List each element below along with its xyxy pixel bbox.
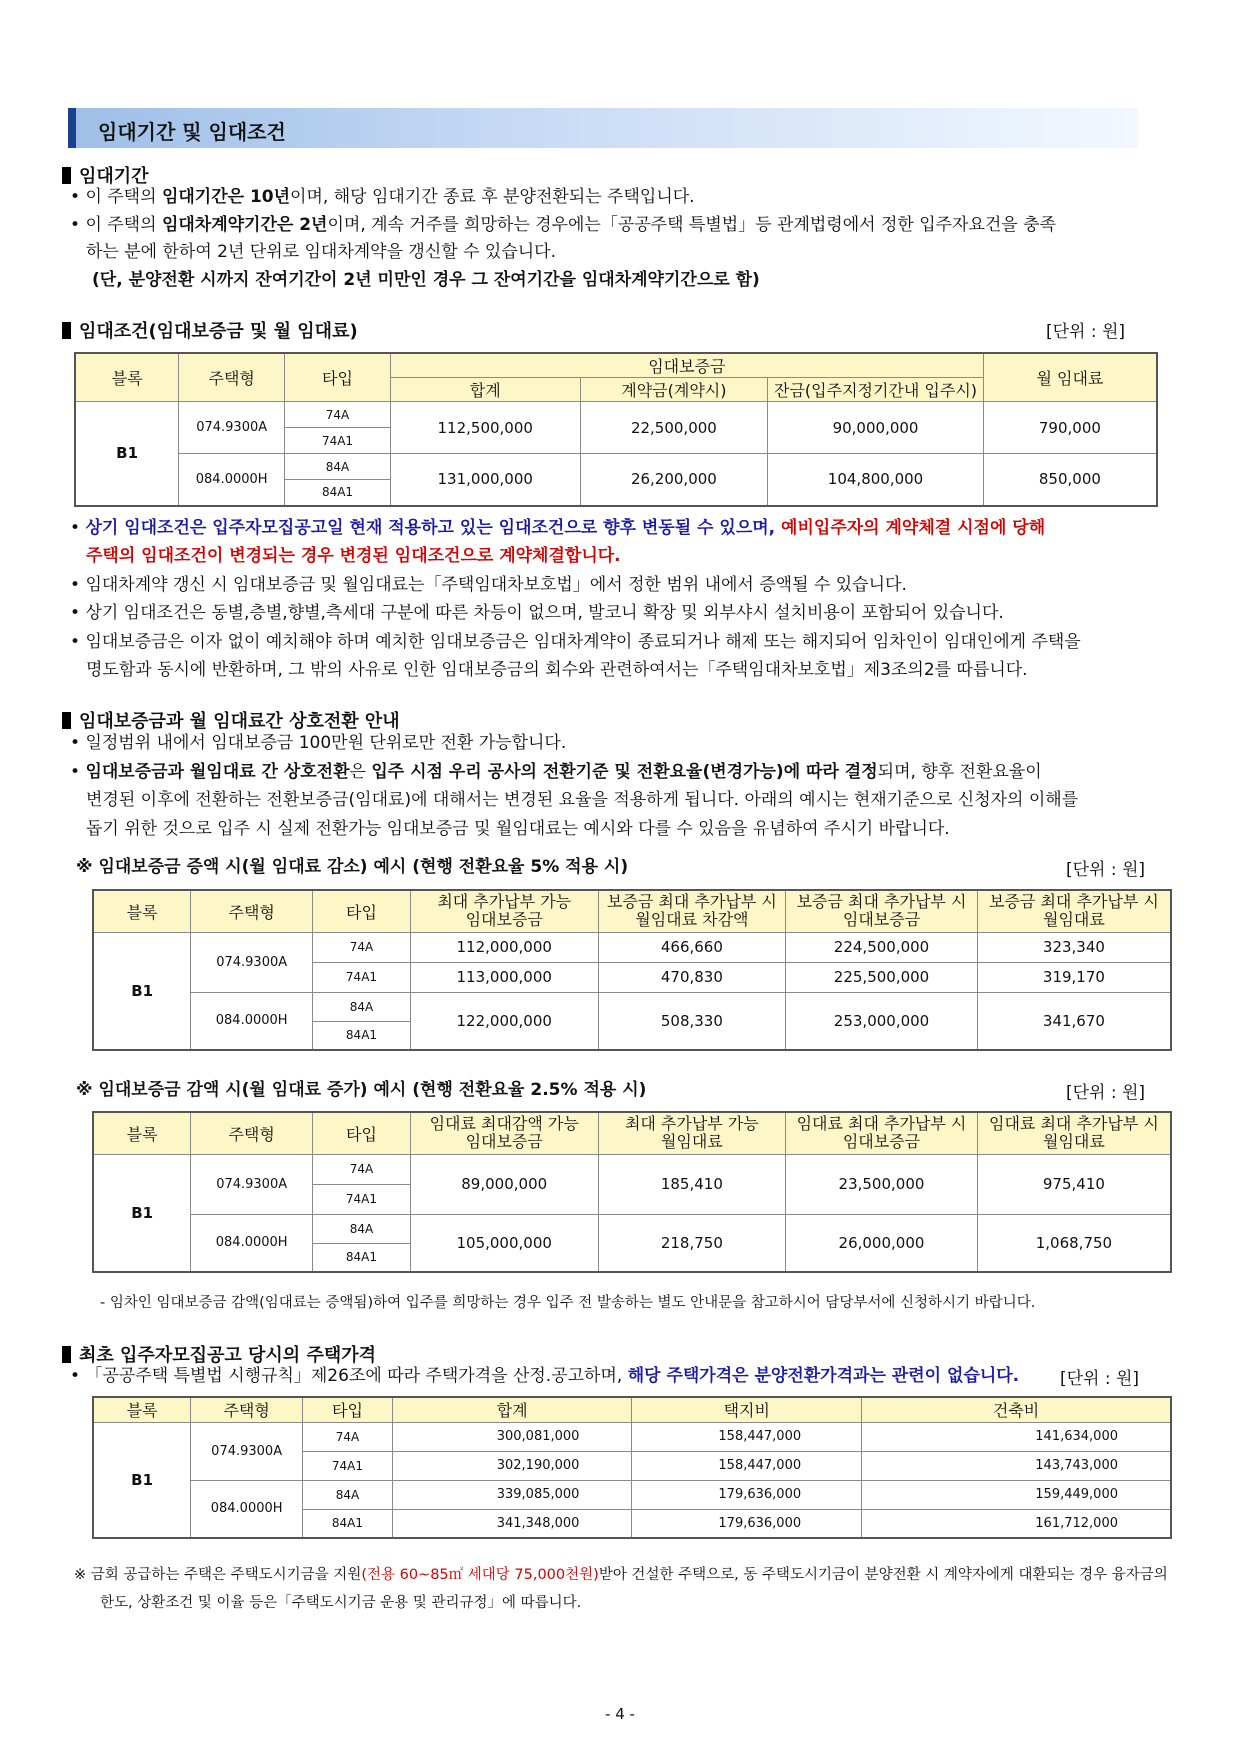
cell-type: 74A1 xyxy=(313,962,411,992)
th-monthly: 월 임대료 xyxy=(983,353,1157,402)
cell-total: 112,500,000 xyxy=(390,402,580,454)
cell-value: 185,410 xyxy=(598,1154,786,1214)
th-deposit-after: 임대료 최대 추가납부 시 임대보증금 xyxy=(786,1112,978,1154)
conditions-note-5: 명도함과 동시에 반환하며, 그 밖의 사유로 인한 임대보증금의 회수와 관련하여서는「주택임대차보호법」제3조의2를 따릅니다. xyxy=(86,660,1028,680)
cell-value: 224,500,000 xyxy=(786,932,978,962)
cell-value: 141,634,000 xyxy=(862,1422,1171,1451)
price-footnote-1: ※ 금회 공급하는 주택은 주택도시기금을 지원(전용 60~85㎡ 세대당 75,000천원)받아 건설한 주택으로, 동 주택도시기금이 분양전환 시 계약자에게 대환되는 경우 융자금의 xyxy=(74,1567,1168,1583)
cell-type: 74A1 xyxy=(313,1184,411,1214)
conditions-unit: [단위 : 원] xyxy=(1046,322,1126,342)
cell-value: 339,085,000 xyxy=(392,1480,632,1509)
period-line-4: (단, 분양전환 시까지 잔여기간이 2년 미만인 경우 그 잔여기간을 임대차계약기간으로 함) xyxy=(92,270,760,290)
cell-contract: 26,200,000 xyxy=(580,454,768,506)
cell-value: 341,348,000 xyxy=(392,1509,632,1538)
period-line-1: • 이 주택의 임대기간은 10년이며, 해당 임대기간 종료 후 분양전환되는 주택입니다. xyxy=(70,187,695,207)
period-line-3: 하는 분에 한하여 2년 단위로 임대차계약을 갱신할 수 있습니다. xyxy=(86,242,556,262)
cell-type: 84A1 xyxy=(285,480,391,506)
page-number: - 4 - xyxy=(605,1705,635,1723)
cell-type: 84A xyxy=(285,454,391,480)
cell-type: 74A xyxy=(313,932,411,962)
th-deposit-after: 보증금 최대 추가납부 시 임대보증금 xyxy=(786,890,978,932)
cell-type: 84A xyxy=(303,1480,393,1509)
cell-house: 074.9300A xyxy=(191,932,313,992)
decrease-heading: ※ 임대보증금 감액 시(월 임대료 증가) 예시 (현행 전환요율 2.5% 적용 시) xyxy=(76,1080,647,1100)
period-heading: 임대기간 xyxy=(62,162,149,188)
conversion-line-1: • 일정범위 내에서 임대보증금 100만원 단위로만 전환 가능합니다. xyxy=(70,733,567,753)
cell-value: 105,000,000 xyxy=(410,1214,598,1272)
conversion-heading: 임대보증금과 월 임대료간 상호전환 안내 xyxy=(62,707,400,733)
cell-value: 508,330 xyxy=(598,992,786,1050)
th-block: 블록 xyxy=(93,1397,191,1422)
decrease-unit: [단위 : 원] xyxy=(1066,1083,1146,1103)
cell-value: 159,449,000 xyxy=(862,1480,1171,1509)
cell-value: 253,000,000 xyxy=(786,992,978,1050)
cell-value: 323,340 xyxy=(977,932,1171,962)
cell-value: 179,636,000 xyxy=(632,1509,862,1538)
cell-value: 319,170 xyxy=(977,962,1171,992)
th-deposit: 임대보증금 xyxy=(390,353,983,378)
th-type: 타입 xyxy=(313,890,411,932)
conversion-line-3: 변경된 이후에 전환하는 전환보증금(임대료)에 대해서는 변경된 요율을 적용하게 됩니다. 아래의 예시는 현재기준으로 신청자의 이해를 xyxy=(86,790,1079,810)
price-unit: [단위 : 원] xyxy=(1060,1369,1140,1389)
cell-type: 74A1 xyxy=(285,428,391,454)
th-house: 주택형 xyxy=(191,1397,303,1422)
cell-monthly: 790,000 xyxy=(983,402,1157,454)
cell-value: 89,000,000 xyxy=(410,1154,598,1214)
page-title: 임대기간 및 임대조건 xyxy=(98,120,286,144)
price-heading: 최초 입주자모집공고 당시의 주택가격 xyxy=(62,1341,376,1367)
cell-value: 225,500,000 xyxy=(786,962,978,992)
cell-type: 74A xyxy=(303,1422,393,1451)
increase-table xyxy=(92,889,1172,1051)
cell-value: 302,190,000 xyxy=(392,1451,632,1480)
conditions-note-1b: 주택의 임대조건이 변경되는 경우 변경된 임대조건으로 계약체결합니다. xyxy=(86,546,621,566)
cell-value: 112,000,000 xyxy=(410,932,598,962)
th-house: 주택형 xyxy=(179,353,285,402)
cell-house: 084.0000H xyxy=(179,454,285,506)
th-monthly-after: 보증금 최대 추가납부 시 월임대료 xyxy=(977,890,1171,932)
cell-value: 158,447,000 xyxy=(632,1451,862,1480)
cell-value: 1,068,750 xyxy=(977,1214,1171,1272)
cell-value: 143,743,000 xyxy=(862,1451,1171,1480)
price-line-1: • 「공공주택 특별법 시행규칙」제26조에 따라 주택가격을 산정.공고하며, 해당 주택가격은 분양전환가격과는 관련이 없습니다. xyxy=(70,1366,1020,1386)
th-total: 합계 xyxy=(390,378,580,402)
cell-balance: 104,800,000 xyxy=(768,454,984,506)
th-type: 타입 xyxy=(313,1112,411,1154)
cell-balance: 90,000,000 xyxy=(768,402,984,454)
cell-house: 084.0000H xyxy=(191,992,313,1050)
conversion-line-2: • 임대보증금과 월임대료 간 상호전환은 입주 시점 우리 공사의 전환기준 및 전환요율(변경가능)에 따라 결정되며, 향후 전환요율이 xyxy=(70,762,1042,782)
cell-type: 84A xyxy=(313,1214,411,1243)
th-max-deposit: 최대 추가납부 가능 임대보증금 xyxy=(410,890,598,932)
cell-value: 466,660 xyxy=(598,932,786,962)
th-type: 타입 xyxy=(303,1397,393,1422)
conversion-line-4: 돕기 위한 것으로 입주 시 실제 전환가능 임대보증금 및 월임대료는 예시와 다를 수 있음을 유념하여 주시기 바랍니다. xyxy=(86,819,950,839)
conditions-note-3: • 상기 임대조건은 동별,층별,향별,측세대 구분에 따른 차등이 없으며, 발코니 확장 및 외부샤시 설치비용이 포함되어 있습니다. xyxy=(70,603,1004,623)
decrease-table xyxy=(92,1111,1172,1273)
th-balance: 잔금(입주지정기간내 입주시) xyxy=(768,378,984,402)
cell-type: 84A1 xyxy=(313,1021,411,1050)
price-table xyxy=(92,1396,1172,1539)
cell-value: 158,447,000 xyxy=(632,1422,862,1451)
cell-value: 26,000,000 xyxy=(786,1214,978,1272)
th-type: 타입 xyxy=(285,353,391,402)
cell-type: 74A xyxy=(285,402,391,428)
square-bullet-icon xyxy=(62,322,71,339)
cell-type: 84A1 xyxy=(303,1509,393,1538)
th-monthly-reduction: 보증금 최대 추가납부 시 월임대료 차감액 xyxy=(598,890,786,932)
increase-heading: ※ 임대보증금 증액 시(월 임대료 감소) 예시 (현행 전환요율 5% 적용 시) xyxy=(76,857,629,877)
th-house: 주택형 xyxy=(191,1112,313,1154)
th-max-reduction: 임대료 최대감액 가능 임대보증금 xyxy=(410,1112,598,1154)
cell-value: 975,410 xyxy=(977,1154,1171,1214)
conditions-note-1: • 상기 임대조건은 입주자모집공고일 현재 적용하고 있는 임대조건으로 향후 변동될 수 있으며, 예비입주자의 계약체결 시점에 당해 xyxy=(70,518,1046,538)
cell-type: 74A1 xyxy=(303,1451,393,1480)
cell-block: B1 xyxy=(93,1154,191,1272)
cell-house: 074.9300A xyxy=(179,402,285,454)
cell-block: B1 xyxy=(75,402,179,506)
increase-unit: [단위 : 원] xyxy=(1066,860,1146,880)
cell-value: 341,670 xyxy=(977,992,1171,1050)
decrease-note: - 임차인 임대보증금 감액(임대료는 증액됨)하여 입주를 희망하는 경우 입주 전 발송하는 별도 안내문을 참고하시어 담당부서에 신청하시기 바랍니다. xyxy=(100,1295,1036,1311)
cell-value: 179,636,000 xyxy=(632,1480,862,1509)
cell-block: B1 xyxy=(93,1422,191,1538)
square-bullet-icon xyxy=(62,1346,71,1363)
square-bullet-icon xyxy=(62,167,71,184)
cell-value: 218,750 xyxy=(598,1214,786,1272)
cell-value: 113,000,000 xyxy=(410,962,598,992)
conditions-table xyxy=(74,352,1158,507)
th-monthly-after: 임대료 최대 추가납부 시 월임대료 xyxy=(977,1112,1171,1154)
cell-house: 084.0000H xyxy=(191,1214,313,1272)
th-build: 건축비 xyxy=(862,1397,1171,1422)
conditions-note-2: • 임대차계약 갱신 시 임대보증금 및 월임대료는「주택임대차보호법」에서 정한 범위 내에서 증액될 수 있습니다. xyxy=(70,575,907,595)
th-block: 블록 xyxy=(93,890,191,932)
price-footnote-2: 한도, 상환조건 및 이율 등은「주택도시기금 운용 및 관리규정」에 따릅니다. xyxy=(100,1595,582,1611)
cell-value: 470,830 xyxy=(598,962,786,992)
th-max-monthly: 최대 추가납부 가능 월임대료 xyxy=(598,1112,786,1154)
cell-house: 074.9300A xyxy=(191,1154,313,1214)
th-total: 합계 xyxy=(392,1397,632,1422)
cell-monthly: 850,000 xyxy=(983,454,1157,506)
th-house: 주택형 xyxy=(191,890,313,932)
th-contract: 계약금(계약시) xyxy=(580,378,768,402)
th-land: 택지비 xyxy=(632,1397,862,1422)
section-title-banner xyxy=(68,108,1138,148)
cell-type: 74A xyxy=(313,1154,411,1184)
cell-value: 23,500,000 xyxy=(786,1154,978,1214)
th-block: 블록 xyxy=(75,353,179,402)
conditions-heading: 임대조건(임대보증금 및 월 임대료) xyxy=(62,317,358,343)
cell-value: 300,081,000 xyxy=(392,1422,632,1451)
cell-type: 84A xyxy=(313,992,411,1021)
cell-type: 84A1 xyxy=(313,1243,411,1272)
cell-contract: 22,500,000 xyxy=(580,402,768,454)
th-block: 블록 xyxy=(93,1112,191,1154)
cell-value: 122,000,000 xyxy=(410,992,598,1050)
square-bullet-icon xyxy=(62,712,71,729)
period-line-2: • 이 주택의 임대차계약기간은 2년이며, 계속 거주를 희망하는 경우에는「공공주택 특별법」등 관계법령에서 정한 입주자요건을 충족 xyxy=(70,215,1056,235)
cell-block: B1 xyxy=(93,932,191,1050)
cell-house: 074.9300A xyxy=(191,1422,303,1480)
conditions-note-4: • 임대보증금은 이자 없이 예치해야 하며 예치한 임대보증금은 임대차계약이 종료되거나 해제 또는 해지되어 임차인이 임대인에게 주택을 xyxy=(70,632,1081,652)
cell-value: 161,712,000 xyxy=(862,1509,1171,1538)
cell-house: 084.0000H xyxy=(191,1480,303,1538)
cell-total: 131,000,000 xyxy=(390,454,580,506)
